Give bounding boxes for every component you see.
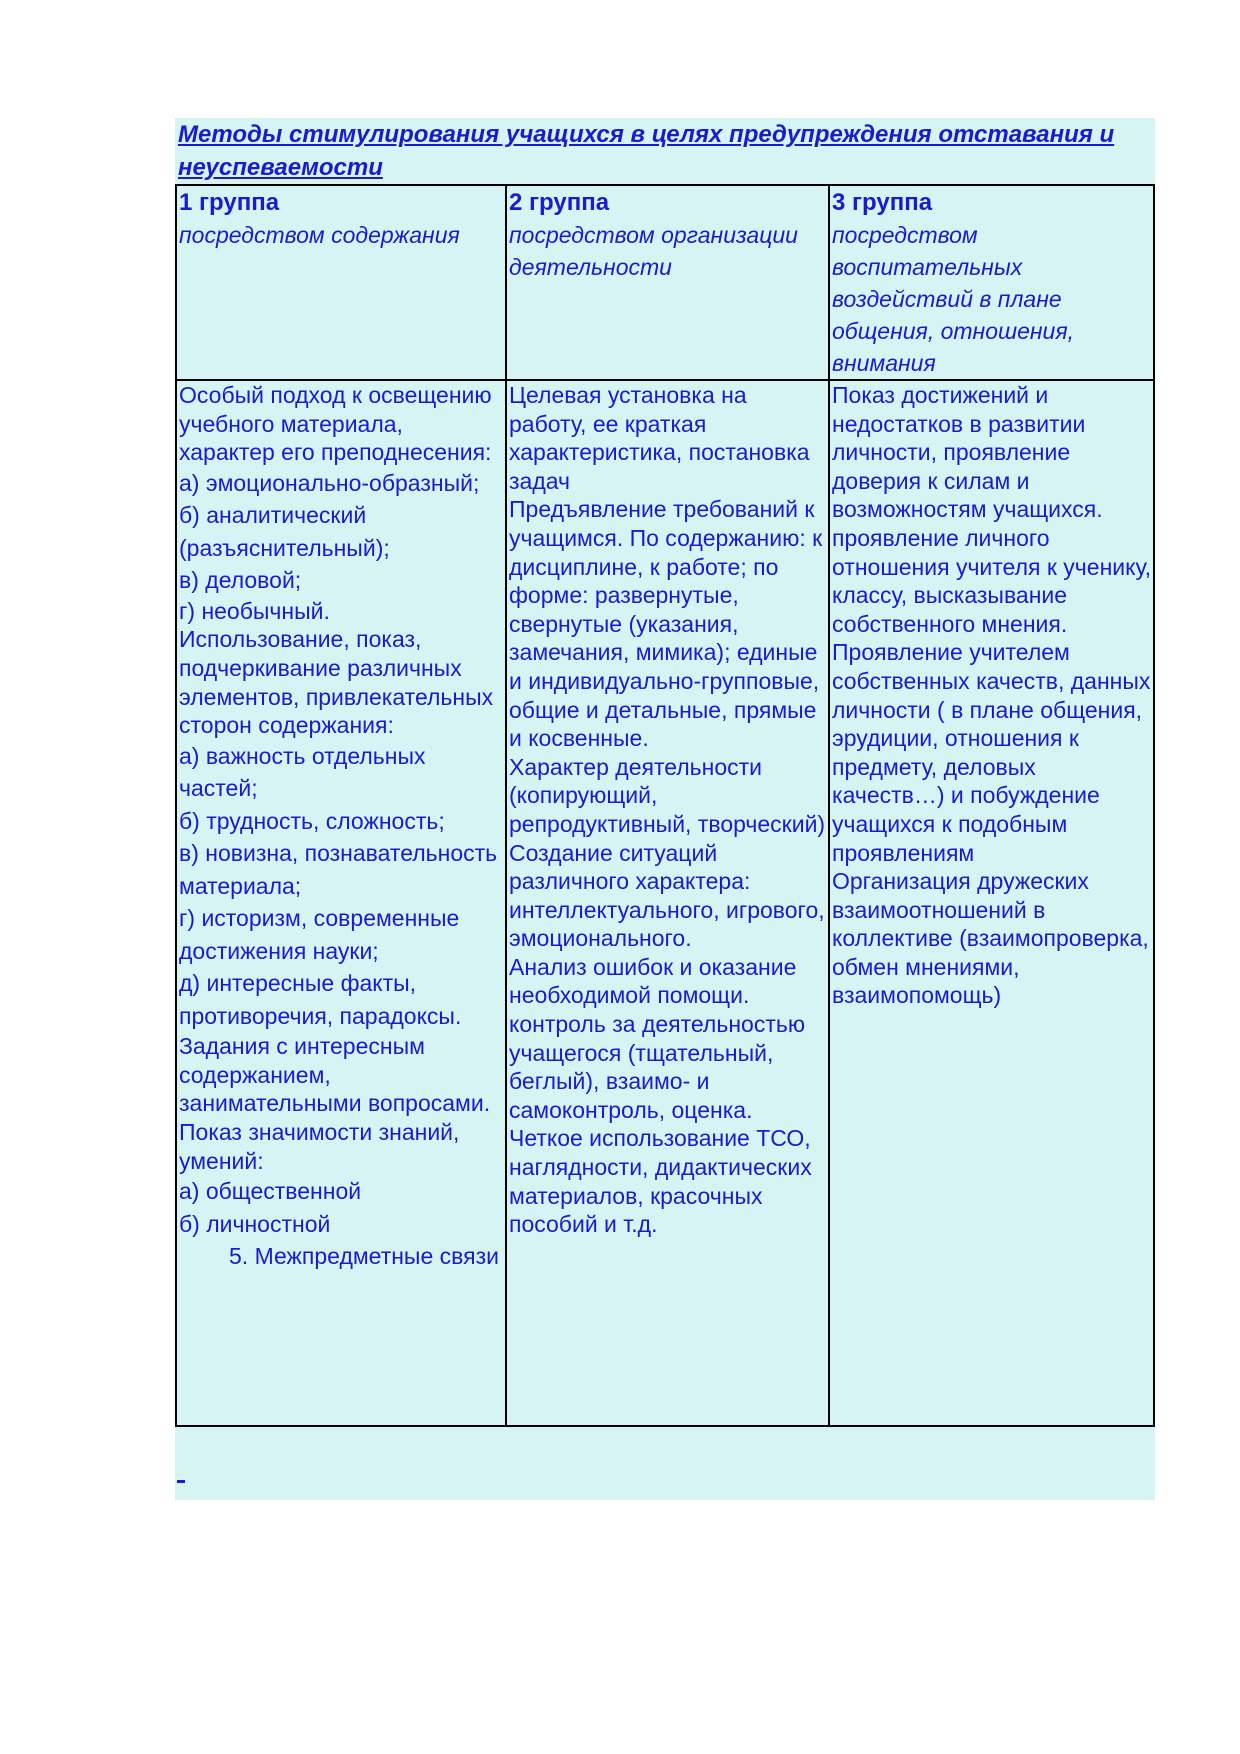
header-cell-group-3 xyxy=(829,185,1154,380)
col2-text: Создание ситуаций различного характера: интеллектуального, игрового, эмоционального. xyxy=(509,839,825,952)
group-1-content xyxy=(176,380,506,1426)
col1-text: Показ значимости знаний, умений: xyxy=(179,1119,460,1174)
col3-text: Показ достижений и недостатков в развитии личности, проявление доверия к силам и возможностям учащихся. xyxy=(832,382,1103,523)
col1-text: в) новизна, познавательность материала; xyxy=(179,840,498,899)
col1-text: д) интересные факты, противоречия, парадоксы. xyxy=(179,970,462,1029)
header-cell-group-2 xyxy=(506,185,829,380)
col2-text: Четкое использование ТСО, наглядности, дидактических материалов, красочных пособий и т.д. xyxy=(509,1125,812,1238)
col3-text: проявление личного отношения учителя к ученику, классу, высказывание собственного мнения. xyxy=(832,524,1152,637)
group-1-title: 1 группа xyxy=(179,189,280,216)
col1-text: а) эмоционально-образный; xyxy=(179,469,480,496)
group-2-subtitle: посредством организации деятельности xyxy=(509,222,798,280)
col1-text: б) трудность, сложность; xyxy=(179,807,445,834)
col3-text: Проявление учителем собственных качеств, данных личности ( в плане общения, эрудиции, отношения к предмету, деловых качеств…) и побуждение учащихся к подобным проявлениям xyxy=(832,639,1151,866)
col1-text: в) деловой; xyxy=(179,567,302,594)
table-header-row xyxy=(176,185,1154,380)
document-sheet xyxy=(175,118,1155,1500)
group-1-subtitle: посредством содержания xyxy=(179,222,460,248)
col2-text: Целевая установка на работу, ее краткая характеристика, постановка задач xyxy=(509,382,810,494)
col2-text: Анализ ошибок и оказание необходимой помощи. xyxy=(509,953,797,1009)
col1-text: а) важность отдельных частей; xyxy=(179,742,426,802)
document-title: Методы стимулирования учащихся в целях предупреждения отставания и неуспеваемости xyxy=(178,121,1115,181)
col1-text: б) личностной xyxy=(179,1210,331,1237)
col1-text: г) историзм, современные достижения науки; xyxy=(179,905,460,964)
col2-text: Предъявление требований к учащимся. По содержанию: к дисциплине, к работе; по форме: развернутые, свернутые (указания, замечания, мимика); единые и индивидуально-групповые, общие и детальные, прямые и косвенные. xyxy=(509,496,823,752)
group-2-content xyxy=(506,380,829,1426)
col1-text: 5. Межпредметные связи xyxy=(229,1243,499,1270)
group-3-content xyxy=(829,380,1154,1426)
col2-text: контроль за деятельностью учащегося (тщательный, беглый), взаимо- и самоконтроль, оценка. xyxy=(509,1011,806,1123)
col3-text: Организация дружеских взаимоотношений в коллективе (взаимопроверка, обмен мнениями, взаимопомощь) xyxy=(832,868,1149,1009)
col2-text: Характер деятельности (копирующий, репродуктивный, творческий) xyxy=(509,753,826,837)
col1-text: б) аналитический (разъяснительный); xyxy=(179,502,390,561)
col1-text: а) общественной xyxy=(179,1178,362,1205)
col1-text: г) необычный. xyxy=(179,597,330,624)
methods-table xyxy=(175,184,1155,1427)
trailing-dash-mark xyxy=(177,1480,185,1483)
group-2-title: 2 группа xyxy=(509,189,610,216)
header-cell-group-1 xyxy=(176,185,506,380)
group-3-title: 3 группа xyxy=(832,189,933,216)
table-body-row xyxy=(176,380,1154,1426)
col1-text: Особый подход к освещению учебного материала, характер его преподнесения: xyxy=(179,382,492,466)
col1-text: Задания с интересным содержанием, занимательными вопросами. xyxy=(179,1033,491,1117)
group-3-subtitle: посредством воспитательных воздействий в плане общения, отношения, внимания xyxy=(832,222,1075,376)
col1-text: Использование, показ, подчеркивание различных элементов, привлекательных сторон содержания: xyxy=(179,626,494,739)
